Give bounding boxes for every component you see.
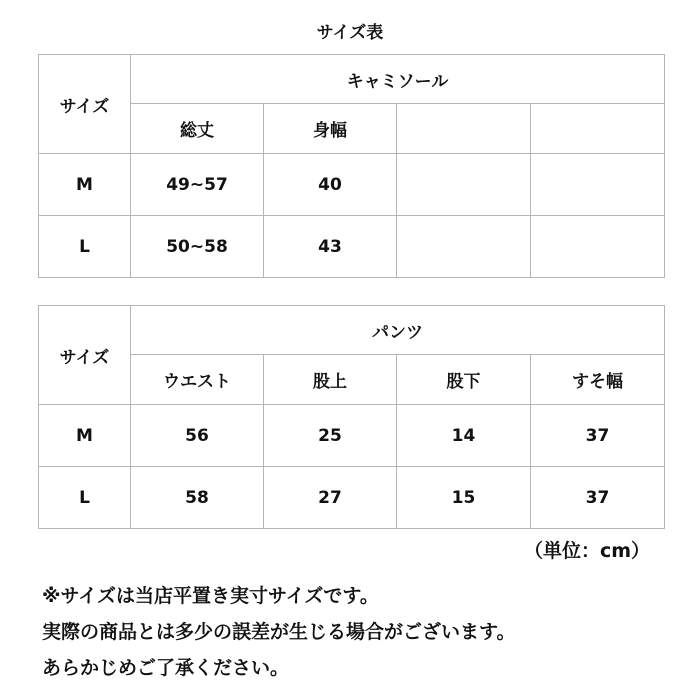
value-cell: 37 (531, 467, 665, 529)
table-header-row (39, 306, 665, 355)
table-subheader-row (39, 104, 665, 154)
group-header-cell: キャミソール (131, 55, 665, 104)
size-label-cell: M (39, 405, 131, 467)
value-cell: 14 (397, 405, 531, 467)
column-header-cell: すそ幅 (531, 355, 665, 405)
column-header-cell: 股下 (397, 355, 531, 405)
note-line: 実際の商品とは多少の誤差が生じる場合がございます。 (42, 621, 516, 643)
value-cell (397, 154, 531, 216)
table-header-row (39, 55, 665, 104)
pants-size-table (38, 305, 665, 529)
value-cell: 40 (264, 154, 397, 216)
column-header-cell: 身幅 (264, 104, 397, 154)
value-cell: 43 (264, 216, 397, 278)
notes (42, 578, 682, 686)
size-label-cell: L (39, 467, 131, 529)
value-cell: 15 (397, 467, 531, 529)
size-header-cell: サイズ (39, 306, 131, 405)
camisole-size-table (38, 54, 665, 278)
note-line: あらかじめご了承ください。 (42, 657, 290, 679)
size-label-cell: L (39, 216, 131, 278)
page-title: サイズ表 (316, 23, 384, 43)
column-header-cell (531, 104, 665, 154)
column-header-cell: 総丈 (131, 104, 264, 154)
value-cell (397, 216, 531, 278)
table-row (39, 154, 665, 216)
column-header-cell: 股上 (264, 355, 397, 405)
column-header-cell: ウエスト (131, 355, 264, 405)
size-header-cell: サイズ (39, 55, 131, 154)
value-cell: 27 (264, 467, 397, 529)
unit-note: （単位：cm） (523, 540, 650, 562)
group-header-cell: パンツ (131, 306, 665, 355)
value-cell (531, 154, 665, 216)
value-cell (531, 216, 665, 278)
table-subheader-row (39, 355, 665, 405)
value-cell: 50~58 (131, 216, 264, 278)
table-row (39, 405, 665, 467)
table-row (39, 467, 665, 529)
size-label-cell: M (39, 154, 131, 216)
value-cell: 49~57 (131, 154, 264, 216)
value-cell: 37 (531, 405, 665, 467)
value-cell: 25 (264, 405, 397, 467)
note-line: ※サイズは当店平置き実寸サイズです。 (42, 585, 379, 607)
table-row (39, 216, 665, 278)
value-cell: 56 (131, 405, 264, 467)
value-cell: 58 (131, 467, 264, 529)
column-header-cell (397, 104, 531, 154)
